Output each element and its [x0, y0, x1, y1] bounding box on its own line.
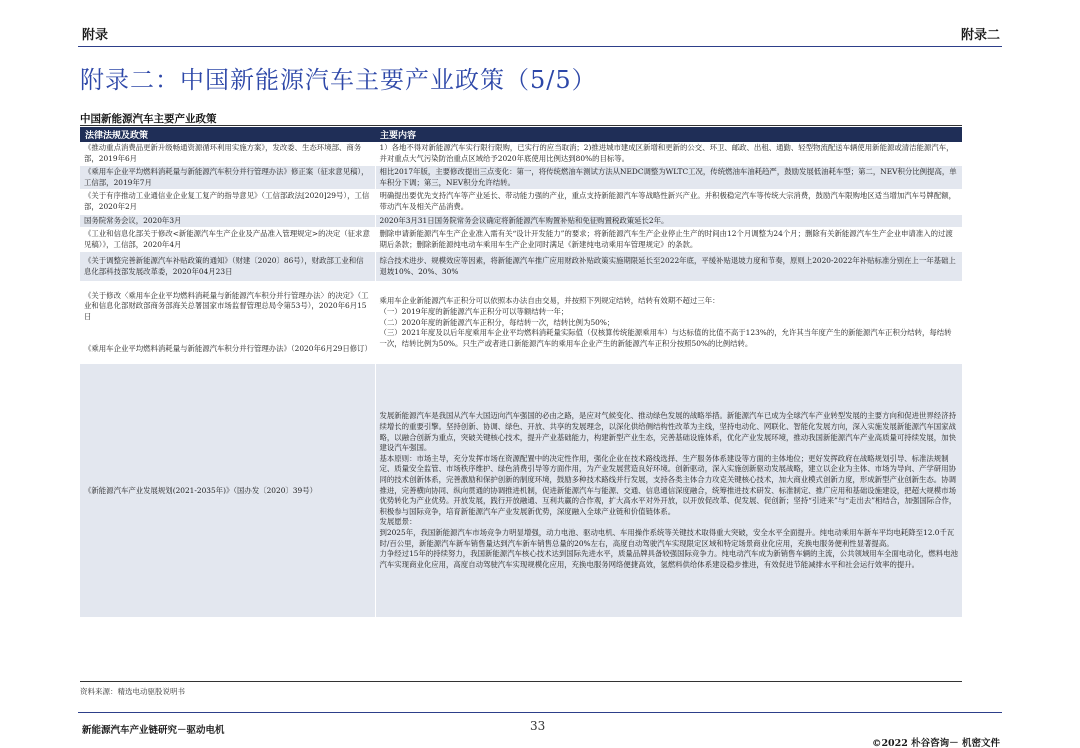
table-row	[80, 282, 962, 364]
column-header-content: 主要内容	[375, 127, 962, 142]
content-cell	[375, 166, 962, 190]
table-row	[80, 166, 962, 190]
policy-text: 《关于调整完善新能源汽车补贴政策的通知》（财建〔2020〕86号），财政部工业和信息化部科技部发展改革委，2020年04月23日	[84, 256, 364, 276]
page-header	[0, 0, 1080, 46]
table-row	[80, 228, 962, 252]
policy-cell	[80, 214, 375, 228]
content-cell	[375, 228, 962, 252]
policy-cell	[80, 166, 375, 190]
content-paragraph: 1）各地不得对新能源汽车实行限行限购，已实行的应当取消；2)推进城市建成区新增和更新的公交、环卫、邮政、出租、通勤、轻型物流配送车辆使用新能源或清洁能源汽车，并对重点大气污染防治重点区域给予2020年底使用比例达到80%的目标等。	[379, 143, 954, 163]
policy-cell	[80, 364, 375, 618]
content-cell	[375, 142, 962, 166]
source-note: 资料来源：精选电动驱股说明书	[80, 687, 185, 696]
table-row	[80, 252, 962, 282]
content-paragraph: 2020年3月31日国务院常务会议确定将新能源汽车购置补贴和免征购置税政策延长2年。	[379, 215, 669, 225]
content-cell	[375, 282, 962, 364]
policy-table	[80, 127, 962, 618]
policy-cell	[80, 282, 375, 364]
header-section-label: 附录	[82, 28, 109, 43]
content-paragraph: 删除申请新能源汽车生产企业准入需有关“设计开发能力”的要求；将新能源汽车生产企业停止生产的时间由12个月调整为24个月；删除有关新能源汽车生产企业申请准入的过渡期后条款；删除新能源纯电动车乘用车生产企业同时满足《新建纯电动乘用车管理规定》的条款。	[379, 229, 953, 249]
table-row	[80, 364, 962, 618]
header-appendix-label: 附录二	[960, 28, 1000, 43]
content-paragraph: （二）2020年度的新能源汽车正积分，每结转一次，结转比例为50%；	[379, 317, 615, 327]
content-paragraph: 力争经过15年的持续努力，我国新能源汽车核心技术达到国际先进水平，质量品牌具备较强国际竞争力。纯电动汽车成为新销售车辆的主流，公共领域用车全面电动化，燃料电池汽车实现商业化应用，高度自动驾驶汽车实现规模化应用，充换电服务网络便捷高效，氢燃料供给体系建设稳步推进，有效促进节能减排水平和社会运行效率的提升。	[379, 549, 958, 569]
policy-text: 《推动重点消费品更新升级畅通资源循环利用实施方案》，发改委、生态环境部、商务部，2019年6月	[84, 143, 362, 163]
content-paragraph: （一）2019年度的新能源汽车正积分可以等额结转一年；	[379, 306, 569, 316]
policy-text: 《乘用车企业平均燃料消耗量与新能源汽车积分并行管理办法》（2020年6月29日修订）	[84, 344, 372, 354]
content-paragraph: 明确提出要优先支持汽车等产业延长、带动能力强的产业，重点支持新能源汽车等战略性新兴产业。并积极稳定汽车等传统大宗消费，鼓励汽车限购地区适当增加汽车号牌配额，带动汽车及相关产品消费。	[379, 191, 956, 211]
content-paragraph: 发展愿景：	[379, 517, 417, 527]
content-cell	[375, 190, 962, 214]
table-row	[80, 190, 962, 214]
footer-copyright: ©2022 朴谷咨询－ 机密文件	[871, 738, 1000, 748]
policy-text: 国务院常务会议，2020年3月	[84, 215, 182, 225]
content-paragraph: 综合技术进步、规模效应等因素，将新能源汽车推广应用财政补贴政策实施期限延长至2022年底，平缓补贴退坡力度和节奏，原则上2020-2022年补贴标准分别在上一年基础上退坡10%、20%、30%	[379, 256, 956, 276]
table-title-divider	[80, 125, 962, 126]
policy-text: 《关于有序推动工业通信业企业复工复产的指导意见》（工信部政法[2020]29号），工信部，2020年2月	[84, 191, 370, 211]
source-divider	[80, 681, 962, 682]
content-cell	[375, 252, 962, 282]
table-row	[80, 214, 962, 228]
footer-report-title: 新能源汽车产业链研究－驱动电机	[82, 725, 225, 736]
table-title: 中国新能源汽车主要产业政策	[80, 113, 217, 125]
column-header-policy: 法律法规及政策	[80, 127, 375, 142]
page-title: 附录二：中国新能源汽车主要产业政策（5/5）	[80, 66, 597, 94]
content-cell	[375, 214, 962, 228]
policy-cell	[80, 190, 375, 214]
page-number: 33	[530, 719, 546, 733]
content-paragraph: 乘用车企业新能源汽车正积分可以依照本办法自由交易，并按照下列规定结转，结转有效期不超过三年：	[379, 296, 720, 306]
policy-text: 《新能源汽车产业发展规划(2021-2035年)》（国办发〔2020〕39号）	[84, 485, 317, 495]
table-header-row	[80, 127, 962, 142]
content-paragraph: 到2025年，我国新能源汽车市场竞争力明显增强，动力电池、驱动电机、车用操作系统等关键技术取得重大突破，安全水平全面提升。纯电动乘用车新车平均电耗降至12.0千瓦时/百公里，新能源汽车新车销售量达到汽车新车销售总量的20%左右，高度自动驾驶汽车实现限定区域和特定场景商业化应用，充换电服务便利性显著提高。	[379, 527, 955, 548]
policy-cell	[80, 142, 375, 166]
policy-text: 《关于修改〈乘用车企业平均燃料消耗量与新能源汽车积分并行管理办法〉的决定》（工业和信息化部财政部商务部海关总署国家市场监督管理总局令第53号），2020年6月15日	[84, 290, 369, 321]
policy-cell	[80, 228, 375, 252]
content-cell	[375, 364, 962, 618]
policy-text: 《乘用车企业平均燃料消耗量与新能源汽车积分并行管理办法》修正案（征求意见稿），工信部，2019年7月	[84, 167, 369, 187]
header-divider	[78, 46, 1002, 47]
footer-divider	[78, 712, 1002, 713]
content-paragraph: 基本原则：市场主导，充分发挥市场在资源配置中的决定性作用，强化企业在技术路线选择、生产服务体系建设等方面的主体地位；更好发挥政府在战略规划引导、标准法规制定、质量安全监管、市场秩序维护、绿色消费引导等方面作用，为产业发展营造良好环境。创新驱动，深入实施创新驱动发展战略，建立以企业为主体、市场为导向、产学研用协同的技术创新体系，完善激励和保护创新的制度环境，鼓励多种技术路线并行发展，支持各类主体合力攻克关键核心技术，加大商业模式创新力度，形成新型产业创新生态。协调推进，完善横向协同、纵向贯通的协调推进机制，促进新能源汽车与能源、交通、信息通信深度融合，统筹推进技术研发、标准制定、推广应用和基础设施建设，把超大规模市场优势转化为产业优势。开放发展，践行开放融通、互利共赢的合作观，扩大高水平对外开放，以开放促改革、促发展、促创新；坚持“引进来”与“走出去”相结合，加强国际合作，积极参与国际竞争，培育新能源汽车产业发展新优势，深度融入全球产业链和价值链体系。	[379, 453, 957, 516]
table-row	[80, 142, 962, 166]
content-paragraph: （三）2021年度及以后年度乘用车企业平均燃料消耗量实际值（仅核算传统能源乘用车）与达标值的比值不高于123%的，允许其当年度产生的新能源汽车正积分结转，每结转一次，结转比例为50%。只生产或者进口新能源汽车的乘用车企业产生的新能源汽车正积分按照50%的比例结转。	[379, 328, 952, 348]
policy-text: 《工业和信息化部关于修改<新能源汽车生产企业及产品准入管理规定>的决定（征求意见稿）》，工信部，2020年4月	[84, 229, 370, 249]
policy-cell	[80, 252, 375, 282]
content-paragraph: 发展新能源汽车是我国从汽车大国迈向汽车强国的必由之路，是应对气候变化、推动绿色发展的战略举措。新能源汽车已成为全球汽车产业转型发展的主要方向和促进世界经济持续增长的重要引擎。坚持创新、协调、绿色、开放、共享的发展理念，以深化供给侧结构性改革为主线，坚持电动化、网联化、智能化发展方向，深入实施发展新能源汽车国家战略，以融合创新为重点，突破关键核心技术，提升产业基础能力，构建新型产业生态，完善基础设施体系，优化产业发展环境，推动我国新能源汽车产业高质量可持续发展，加快建设汽车强国。	[379, 411, 956, 453]
content-paragraph: 相比2017年版，主要修改提出三点变化：第一，将传统燃油车测试方法从NEDC调整为WLTC工况，传统燃油车油耗趋严，鼓励发展低油耗车型；第二，NEV积分比例提高，单车积分下调；第三，NEV积分允许结转。	[379, 167, 957, 187]
